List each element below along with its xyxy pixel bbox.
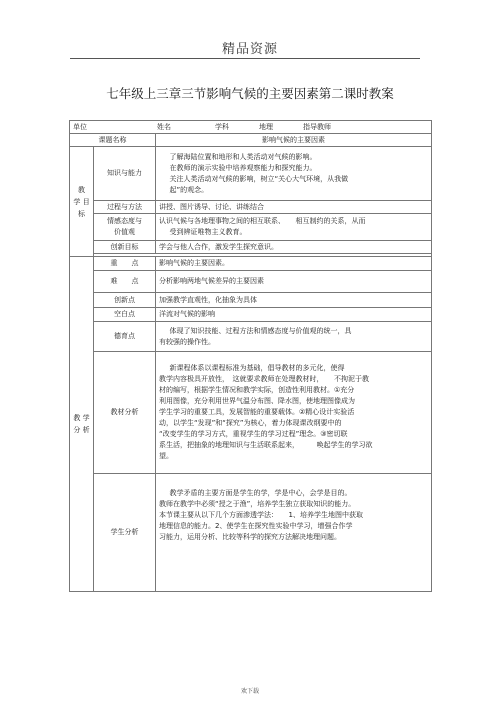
new-point-label: 创新点 [94, 293, 156, 308]
materials-line: 学生学习的重要工具，发展智能的重要载体。②精心设计实验活 [159, 408, 355, 416]
moral-line: 体现了知识技能、过程方法和情感态度与价值观的统一，具 [169, 326, 352, 335]
knowledge-label: 知识与能力 [94, 147, 156, 201]
students-line: 习能力，运用分析、比较等科学的探究方法解决地理问题。 [159, 533, 341, 541]
emotion-content [156, 214, 432, 241]
analysis-moral-row [70, 322, 432, 352]
students-line: 教学矛盾的主要方面是学生的学，学是中心，会学是目的。 [169, 489, 352, 497]
key-point-content: 影响气候的主要因素。 [156, 257, 432, 271]
blank-point-content: 洋流对气候的影响 [156, 308, 432, 322]
document-title: 七年级上三章三节影响气候的主要因素第二课时教案 [106, 86, 394, 101]
innovation-content: 学会与他人合作，激发学生探究意识。 [156, 241, 432, 254]
knowledge-line: 起”的观念。 [169, 185, 209, 194]
subject-value: 地理 [259, 122, 273, 131]
name-label: 姓名 [157, 122, 171, 131]
analysis-difficulty-row [70, 271, 432, 293]
materials-line: 新课程体系以课程标准为基础，倡导教材的多元化，使得 [169, 364, 345, 372]
emotion-label [94, 214, 156, 241]
analysis-label-line: 教 学 [73, 414, 90, 422]
objectives-label-line: 标 [78, 209, 85, 218]
emotion-label-line: 价值观 [114, 228, 135, 236]
objective-innovation-row [70, 241, 432, 254]
materials-line: 望。 [159, 452, 173, 460]
difficulty-label: 难 点 [94, 271, 156, 293]
materials-label: 教材分析 [94, 352, 156, 474]
knowledge-content [156, 147, 432, 201]
analysis-group-label [70, 257, 94, 592]
knowledge-line: 在教师的演示实验中培养观察能力和探究能力。 [169, 163, 317, 172]
analysis-materials-row [70, 352, 432, 474]
analysis-label-line: 分 析 [73, 426, 90, 434]
materials-content [156, 352, 432, 474]
objectives-label-line: 学 目 [73, 197, 90, 206]
topic-row [70, 134, 432, 147]
topic-label: 课题名称 [70, 134, 156, 147]
analysis-blank-row [70, 308, 432, 322]
emotion-label-line: 情感态度与 [107, 217, 142, 225]
header-rule [70, 58, 420, 59]
materials-line: “改变学生的学习方式，重视学生的学习过程”理念。③密切联 [159, 430, 348, 438]
objective-emotion-row [70, 214, 432, 241]
new-point-content: 加强教学直观性，化抽象为具体 [156, 293, 432, 308]
lesson-plan-table [69, 120, 432, 592]
moral-point-label: 德育点 [94, 322, 156, 352]
knowledge-line: 关注人类活动对气候的影响，树立“关心大气环境，从我做 [169, 174, 349, 183]
topic-value: 影响气候的主要因素 [156, 134, 432, 147]
emotion-line: 受到辨证唯物主义教育。 [169, 228, 247, 236]
process-label: 过程与方法 [94, 201, 156, 214]
teacher-label: 指导教师 [303, 122, 331, 131]
blank-point-label: 空白点 [94, 308, 156, 322]
analysis-key-row [70, 257, 432, 271]
info-row-cell [70, 121, 432, 134]
students-line: 教师在教学中必须“授之于渔”，培养学生独立获取知识的能力。 [159, 500, 356, 508]
objectives-label-line: 教 [78, 185, 85, 194]
analysis-new-row [70, 293, 432, 308]
analysis-students-row [70, 474, 432, 592]
students-content [156, 474, 432, 592]
subject-label: 学科 [215, 122, 229, 131]
unit-label: 单位 [73, 122, 87, 131]
students-label: 学生分析 [94, 474, 156, 592]
objectives-group-label [70, 147, 94, 257]
process-content: 讲授、图片诱导、讨论、讲练结合 [156, 201, 432, 214]
knowledge-line: 了解海陆位置和地形和人类活动对气候的影响。 [169, 152, 317, 161]
info-row [70, 121, 432, 134]
page-footer: 欢下载 [240, 688, 259, 695]
materials-line: 材的编写，根据学生情况和教学实际，创造性利用教材。①充分 [159, 386, 355, 394]
objective-knowledge-row [70, 147, 432, 201]
innovation-label: 创新目标 [94, 241, 156, 254]
key-point-label: 重 点 [94, 257, 156, 271]
moral-line: 有较强的操作性。 [159, 337, 215, 346]
students-line: 本节课主要从以下几个方面渗透学法： 1、培养学生地图中获取 [159, 511, 363, 519]
materials-line: 动，以学生“发现”和“探究”为核心，着力体现课改纲要中的 [159, 419, 342, 427]
moral-point-content [156, 322, 432, 352]
emotion-line: 认识气候与各地理事物之间的相互联系、 相互制约的关系，从而 [159, 217, 366, 225]
students-line: 地理信息的能力。2、使学生在探究性实验中学习，增强合作学 [159, 522, 353, 530]
objective-process-row [70, 201, 432, 214]
brand-header: 精品资源 [221, 42, 278, 57]
difficulty-content: 分析影响两地气候差异的主要因素 [156, 271, 432, 293]
materials-line: 系生活，把抽象的地理知识与生活联系起来， 唤起学生的学习欲 [159, 441, 373, 449]
materials-line: 教学内容极具开放性， 这就要求教师在处理教材时， 不拘泥于教 [159, 375, 369, 383]
materials-line: 利用图像，充分利用世界气温分布图、降水图，使地理图像成为 [159, 397, 355, 405]
